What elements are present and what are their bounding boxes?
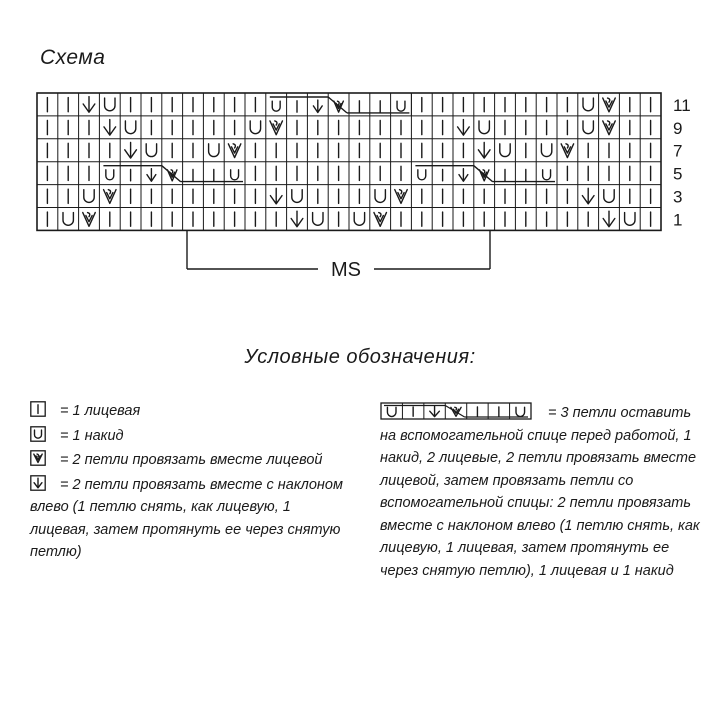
yarn-over-icon <box>30 426 46 442</box>
legend-item-yarn-over <box>30 425 350 448</box>
repeat-bracket <box>187 230 490 281</box>
legend-item-knit <box>30 400 350 423</box>
cable-icon <box>380 402 534 420</box>
k2tog-icon <box>30 450 46 466</box>
row-number: 3 <box>673 187 683 207</box>
row-number: 5 <box>673 164 683 184</box>
arrow-down-icon <box>30 475 46 491</box>
row-number: 11 <box>673 95 691 115</box>
repeat-label: MS <box>331 259 361 281</box>
legend-list <box>30 400 350 566</box>
legend-text-cable: = 3 петли оставить на вспомогательной спице перед работой, 1 накид, 2 лицевые, 2 петли провязать вместе лицевой, затем провязать петли со вспомогательной спицы: 2 петли провязать вместе с наклоном влево (1 петлю снять, как лицевую, 1 лицевая, затем протянуть ее через снятую петлю), 1 лицевая и 1 накид <box>380 405 700 579</box>
legend-text-k2tog: = 2 петли провязать вместе лицевой <box>60 452 323 468</box>
row-number: 7 <box>673 141 683 161</box>
row-number: 1 <box>673 210 683 230</box>
knitting-chart <box>0 0 720 300</box>
legend-text-yarn-over: = 1 накид <box>60 427 124 444</box>
legend-item-ssk <box>30 474 350 564</box>
legend-text-ssk: = 2 петли провязать вместе с наклоном влево (1 петлю снять, как лицевую, 1 лицевая, затем протянуть ее через снятую петлю) <box>30 476 343 560</box>
legend-cable <box>380 402 710 582</box>
legend-title: Условные обозначения: <box>244 346 476 368</box>
row-number: 9 <box>673 118 683 138</box>
chart-title: Схема <box>40 46 106 69</box>
legend-item-k2tog <box>30 449 350 472</box>
legend-text-knit: = 1 лицевая <box>60 403 141 419</box>
knit-icon <box>30 401 46 417</box>
